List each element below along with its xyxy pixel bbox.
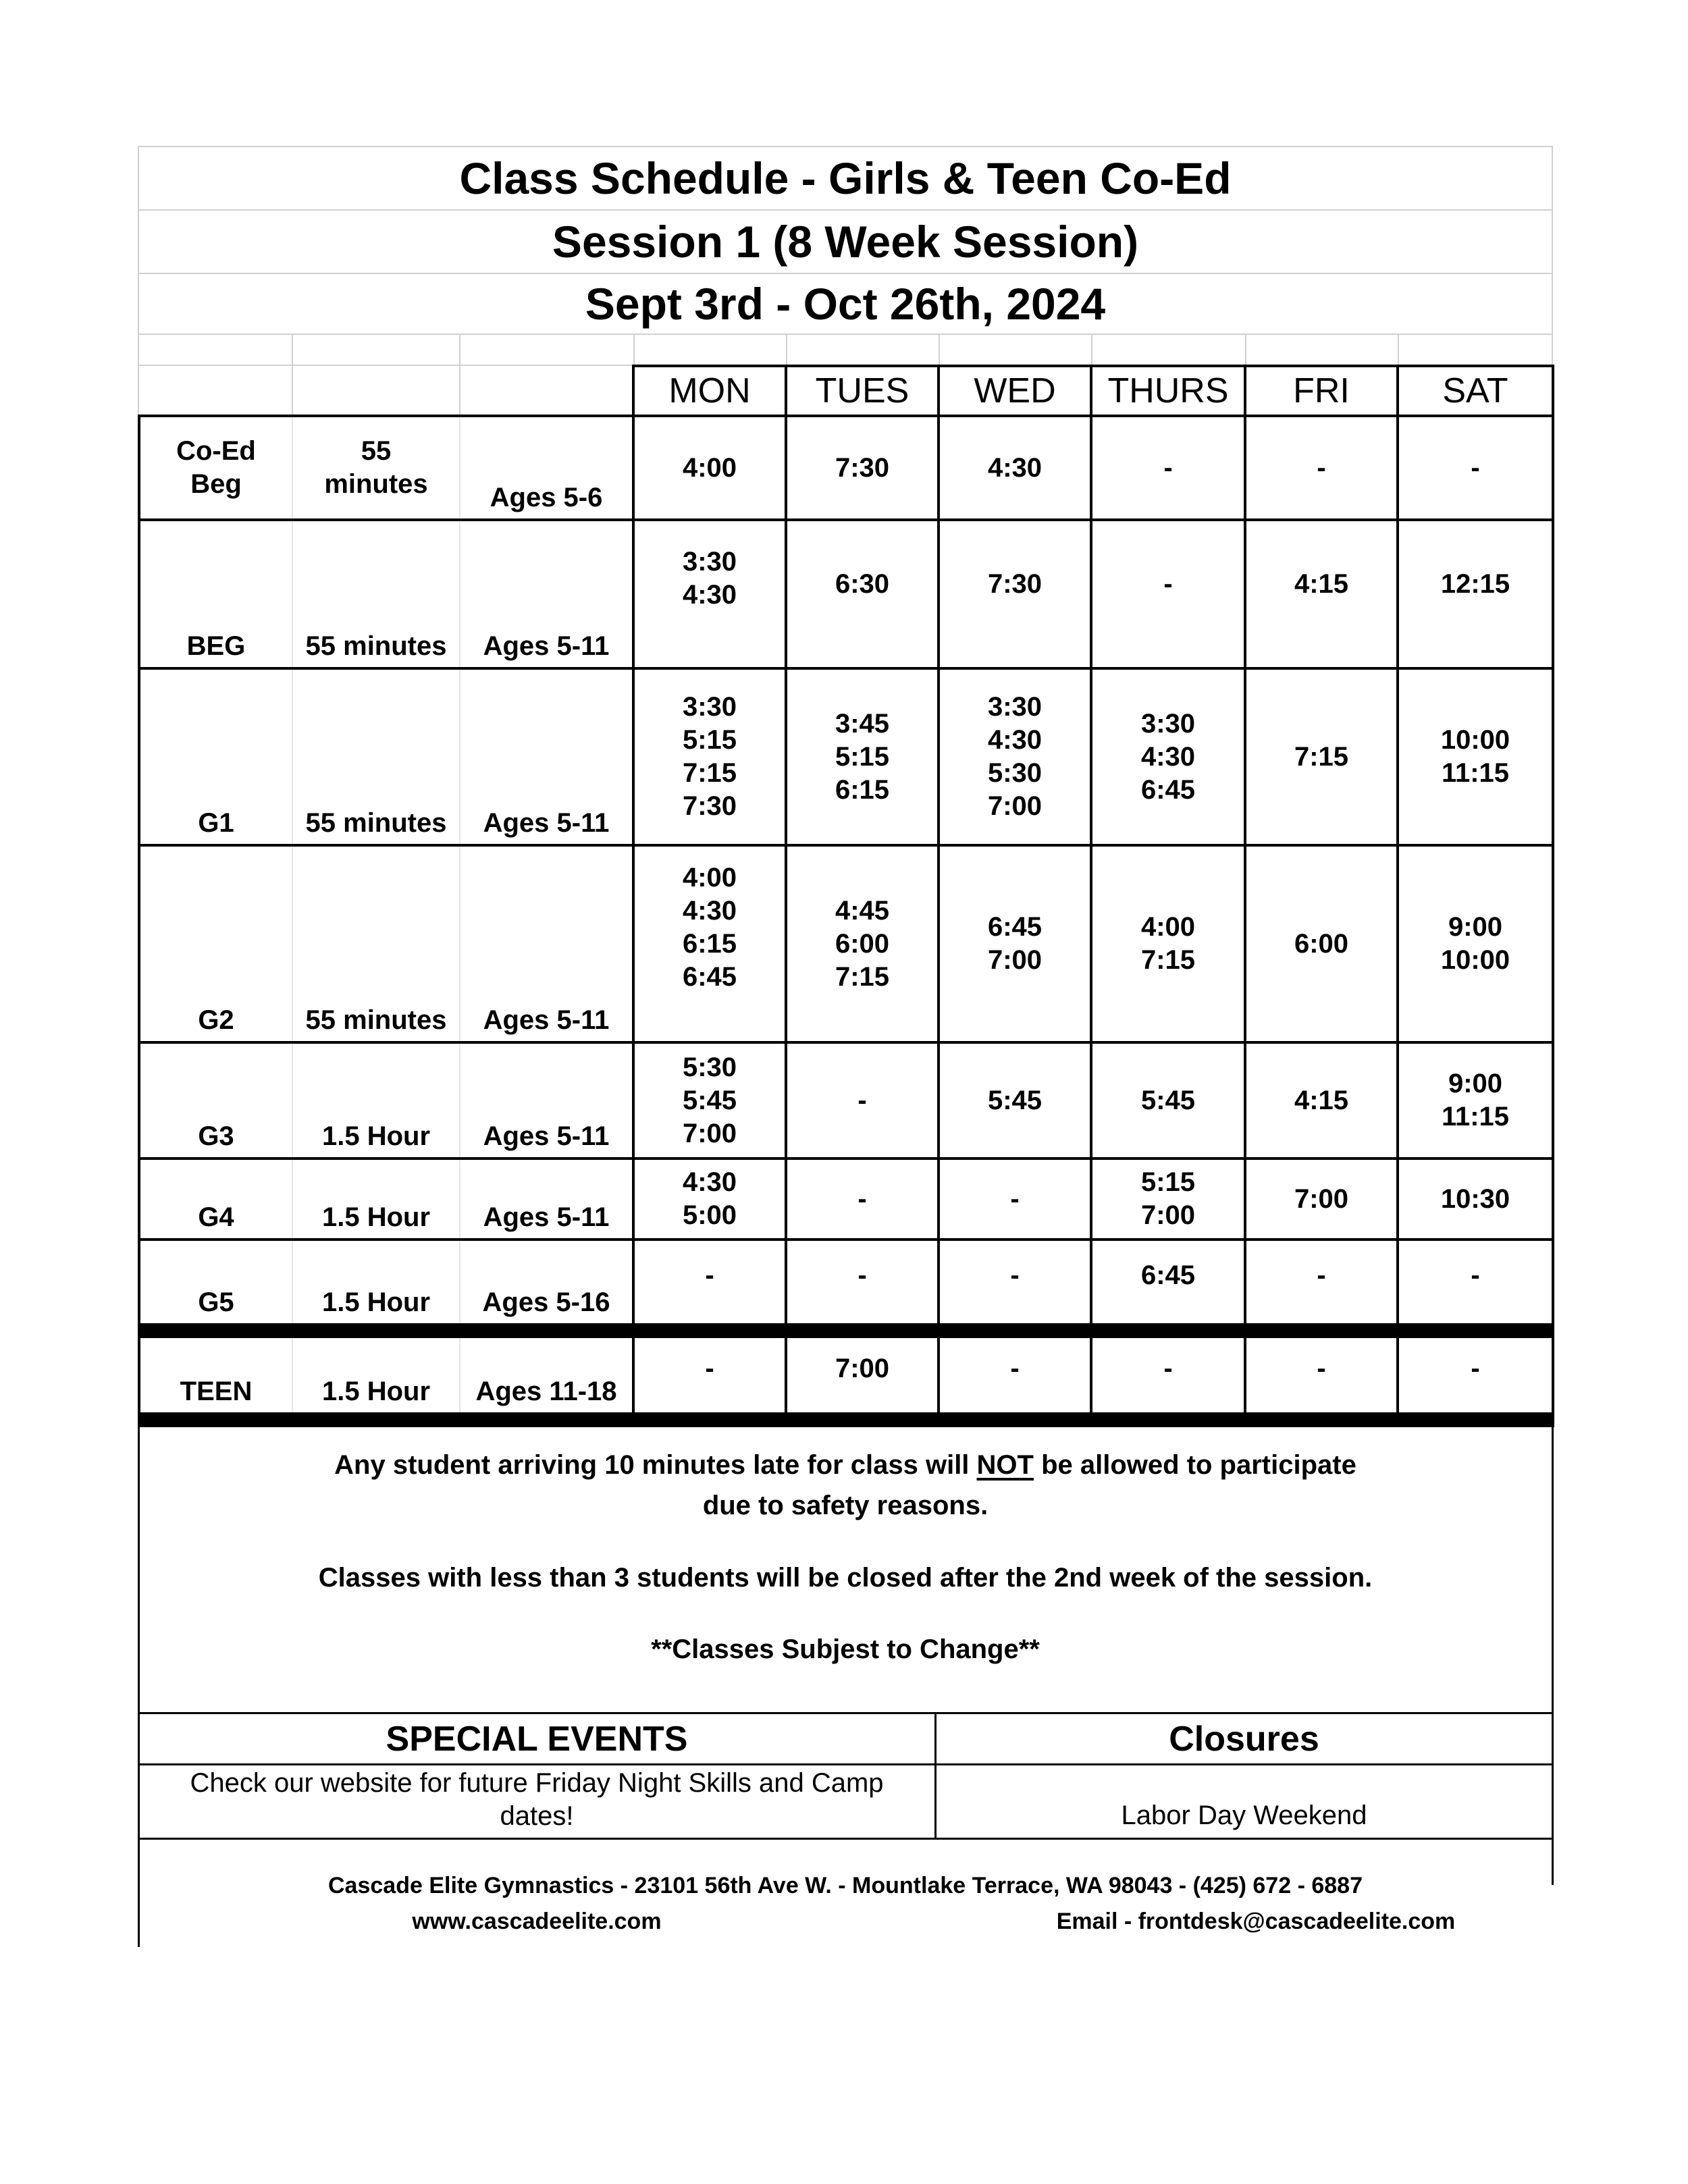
time-cell: 12:15 — [1440, 568, 1510, 599]
class-ages: Ages 5-11 — [483, 631, 610, 661]
time-cell: 4:45 6:00 7:15 — [835, 895, 890, 992]
special-events-heading: SPECIAL EVENTS — [386, 1719, 688, 1759]
policy-notes — [139, 1445, 1552, 1670]
class-duration: 1.5 Hour — [321, 1202, 431, 1232]
subject-to-change-note: **Classes Subjest to Change** — [651, 1634, 1040, 1664]
time-cell: 3:45 5:15 6:15 — [835, 708, 890, 805]
day-header-thurs: THURS — [1107, 371, 1229, 410]
day-header-fri: FRI — [1293, 371, 1350, 410]
class-duration: 55 minutes — [305, 808, 447, 838]
time-cell: - — [1163, 568, 1173, 599]
class-name: G5 — [198, 1287, 234, 1317]
special-events-text: Check our website for future Friday Night Skills and Camp dates! — [190, 1767, 884, 1831]
class-name: G2 — [198, 1005, 234, 1035]
time-cell: - — [1317, 1260, 1326, 1290]
class-name: G1 — [198, 808, 234, 838]
day-header-wed: WED — [974, 371, 1056, 410]
time-cell: 4:30 5:00 — [682, 1167, 737, 1230]
time-cell: 4:30 — [987, 452, 1043, 483]
time-cell: 4:15 — [1294, 568, 1349, 599]
time-cell: 4:15 — [1294, 1085, 1349, 1115]
time-cell: 9:00 10:00 — [1440, 912, 1510, 975]
time-cell: 5:15 7:00 — [1140, 1167, 1196, 1230]
time-cell: - — [1317, 1353, 1326, 1383]
time-cell: 3:30 4:30 6:45 — [1140, 708, 1196, 805]
time-cell: 3:30 5:15 7:15 7:30 — [682, 692, 737, 821]
class-ages: Ages 5-11 — [483, 1121, 610, 1151]
time-cell: 6:45 7:00 — [987, 912, 1043, 975]
time-cell: - — [858, 1183, 867, 1214]
class-name: G3 — [198, 1121, 234, 1151]
session-dates: Sept 3rd - Oct 26th, 2024 — [585, 279, 1106, 329]
time-cell: 3:30 4:30 — [682, 547, 737, 610]
not-emphasis: NOT — [976, 1450, 1034, 1480]
class-duration: 1.5 Hour — [321, 1377, 431, 1406]
time-cell: 6:00 — [1294, 928, 1349, 959]
class-ages: Ages 5-11 — [483, 1005, 610, 1035]
schedule-title: Class Schedule - Girls & Teen Co-Ed — [459, 153, 1232, 203]
time-cell: - — [1317, 452, 1326, 483]
time-cell: - — [1010, 1353, 1020, 1383]
time-cell: 5:45 — [987, 1085, 1043, 1115]
class-duration: 55 minutes — [305, 631, 447, 661]
class-ages: Ages 5-11 — [483, 1202, 610, 1232]
gym-address: Cascade Elite Gymnastics - 23101 56th Ave W. - Mountlake Terrace, WA 98043 - (425) 672 - 6887 — [328, 1872, 1363, 1898]
class-ages: Ages 11-18 — [475, 1377, 617, 1406]
closures-text: Labor Day Weekend — [1121, 1801, 1367, 1830]
late-arrival-note: Any student arriving 10 minutes late for class will NOT be allowed to participate — [334, 1450, 1356, 1480]
time-cell: - — [1471, 1353, 1480, 1383]
time-cell: 10:30 — [1440, 1183, 1510, 1214]
time-cell: - — [1010, 1183, 1020, 1214]
time-cell: 4:00 7:15 — [1140, 912, 1196, 975]
time-cell: - — [705, 1260, 714, 1290]
class-name: G4 — [198, 1202, 234, 1232]
time-cell: 7:00 — [835, 1353, 890, 1383]
time-cell: 10:00 11:15 — [1440, 725, 1510, 788]
time-cell: - — [1010, 1260, 1020, 1290]
session-title: Session 1 (8 Week Session) — [552, 217, 1139, 267]
day-header-sat: SAT — [1442, 371, 1508, 410]
class-name: Co-Ed Beg — [176, 436, 256, 499]
time-cell: 4:00 — [682, 452, 737, 483]
time-cell: 7:15 — [1294, 741, 1349, 772]
class-ages: Ages 5-16 — [482, 1287, 610, 1317]
day-header-mon: MON — [668, 371, 751, 410]
class-closure-note: Classes with less than 3 students will be closed after the 2nd week of the session. — [318, 1563, 1373, 1593]
email-link[interactable]: Email - frontdesk@cascadeelite.com — [1056, 1908, 1456, 1934]
time-cell: - — [858, 1085, 867, 1115]
time-cell: 6:45 — [1140, 1260, 1196, 1290]
time-cell: 4:00 4:30 6:15 6:45 — [682, 863, 737, 992]
time-cell: 9:00 11:15 — [1441, 1069, 1510, 1131]
website-link[interactable]: www.cascadeelite.com — [412, 1908, 662, 1934]
time-cell: 5:30 5:45 7:00 — [682, 1052, 737, 1148]
class-name: BEG — [186, 631, 246, 661]
class-duration: 55 minutes — [324, 436, 428, 499]
time-cell: - — [1471, 1260, 1480, 1290]
time-cell: 7:00 — [1294, 1183, 1349, 1214]
time-cell: 5:45 — [1140, 1085, 1196, 1115]
day-header-tues: TUES — [815, 371, 909, 410]
time-cell: - — [705, 1353, 714, 1383]
late-arrival-note-line2: due to safety reasons. — [702, 1491, 988, 1520]
class-ages: Ages 5-6 — [490, 483, 603, 512]
time-cell: 3:30 4:30 5:30 7:00 — [987, 692, 1043, 821]
class-duration: 55 minutes — [305, 1005, 447, 1035]
time-cell: 7:30 — [987, 568, 1043, 599]
class-name: TEEN — [180, 1377, 253, 1406]
closures-heading: Closures — [1169, 1719, 1319, 1759]
class-duration: 1.5 Hour — [321, 1121, 431, 1151]
time-cell: - — [858, 1260, 867, 1290]
time-cell: 6:30 — [835, 568, 890, 599]
time-cell: 7:30 — [835, 452, 890, 483]
time-cell: - — [1163, 452, 1173, 483]
time-cell: - — [1163, 1353, 1173, 1383]
class-duration: 1.5 Hour — [321, 1287, 431, 1317]
class-ages: Ages 5-11 — [483, 808, 610, 838]
time-cell: - — [1471, 452, 1480, 483]
